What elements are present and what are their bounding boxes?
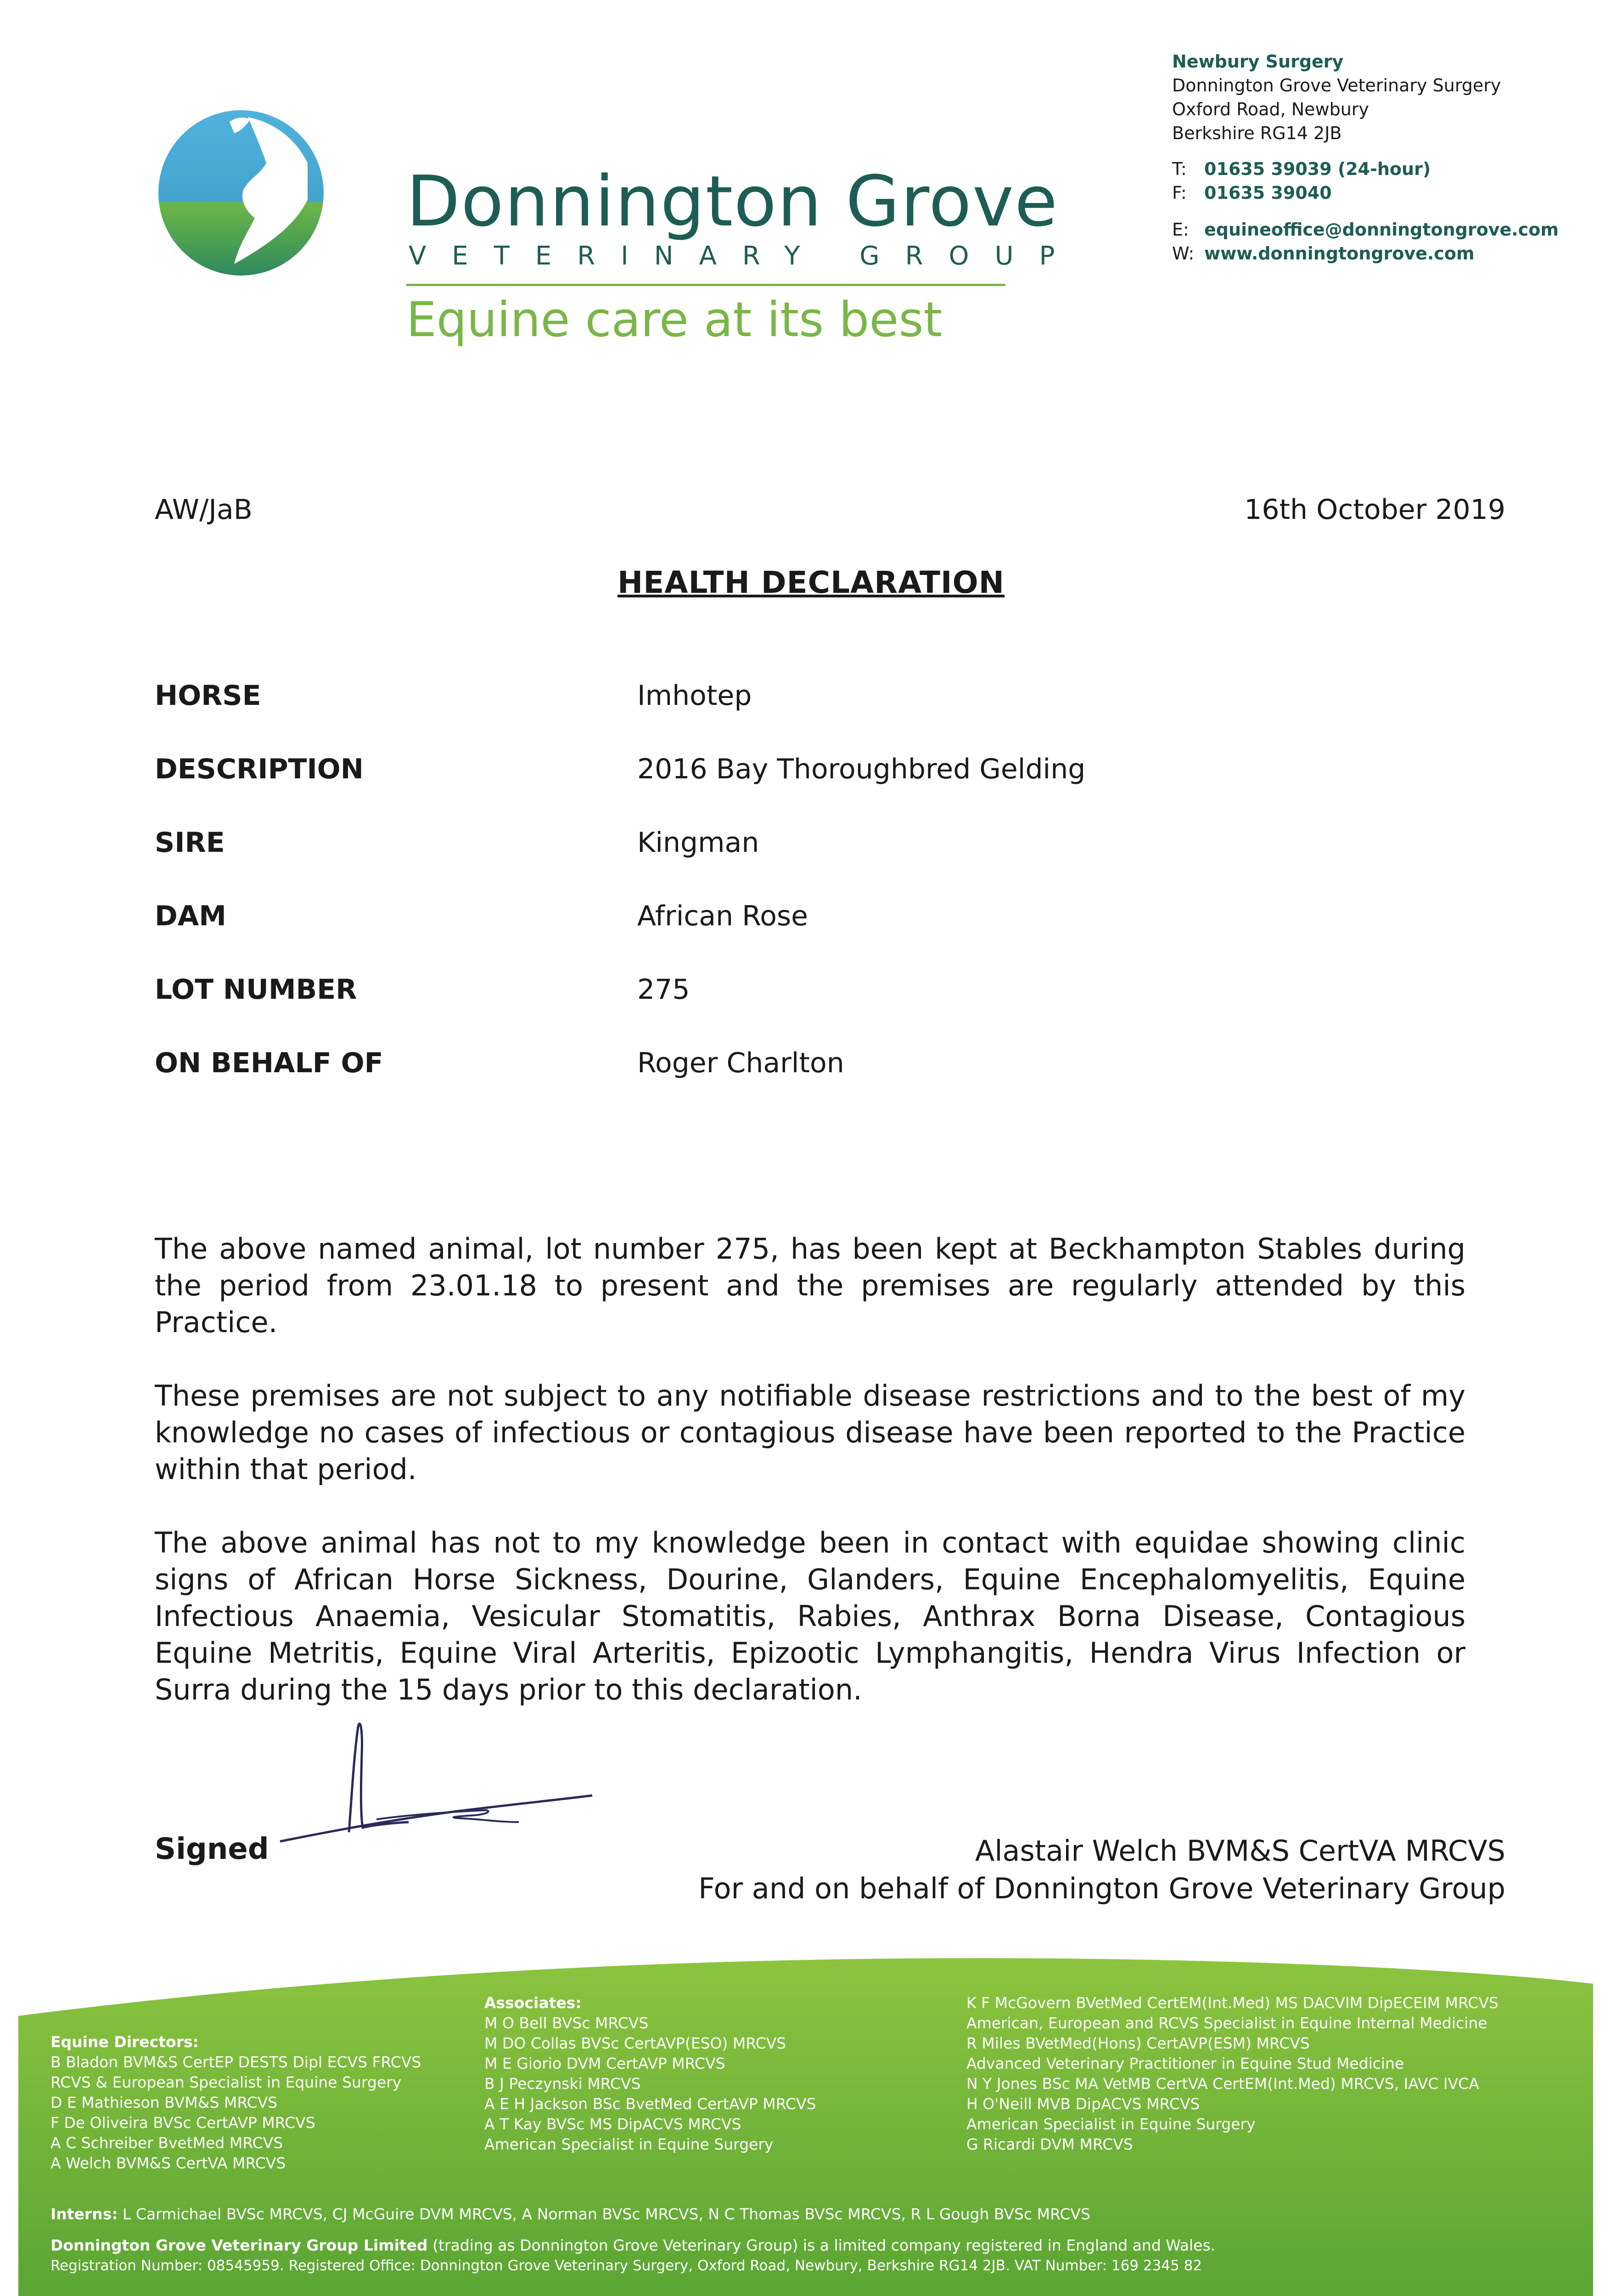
signatory-name: Alastair Welch BVM&S CertVA MRCVS: [975, 1834, 1505, 1868]
company-text: (trading as Donnington Grove Veterinary Group) is a limited company registered in England and Wales.: [432, 2236, 1216, 2254]
field-value-on-behalf-of: Roger Charlton: [637, 1047, 844, 1079]
footer-registration: Registration Number: 08545959. Registered Office: Donnington Grove Veterinary Surgery, Oxford Road, Newbury, Berkshire RG14 2JB. VAT Number: 169 2345 82: [51, 2257, 1202, 2274]
associate-entry: A E H Jackson BSc BvetMed CertAVP MRCVS: [484, 2095, 816, 2113]
signed-label: Signed: [155, 1832, 269, 1866]
vet-entry: American Specialist in Equine Surgery: [966, 2115, 1256, 2133]
footer-other-vets: [966, 1993, 1499, 2155]
director-entry: A Welch BVM&S CertVA MRCVS: [51, 2154, 286, 2172]
website-link[interactable]: www.donningtongrove.com: [1204, 243, 1475, 264]
address-line: Donnington Grove Veterinary Surgery: [1172, 75, 1501, 96]
fax-label: F:: [1172, 183, 1187, 203]
handwritten-signature: [271, 1713, 601, 1851]
brand-subtitle: VETERINARY GROUP: [409, 241, 1081, 271]
address-line: Oxford Road, Newbury: [1172, 99, 1369, 119]
signatory: [698, 1832, 1505, 1908]
footer-associates: [484, 1993, 816, 2155]
associate-entry: American Specialist in Equine Surgery: [484, 2135, 774, 2153]
associate-entry: A T Kay BVSc MS DipACVS MRCVS: [484, 2115, 741, 2133]
footer-company: [51, 2235, 1215, 2256]
field-label-horse: HORSE: [155, 680, 261, 712]
associates-heading: Associates:: [484, 1994, 582, 2012]
associate-entry: M DO Collas BVSc CertAVP(ESO) MRCVS: [484, 2034, 786, 2052]
interns-label: Interns:: [51, 2205, 118, 2223]
brand-name: Donnington Grove: [406, 161, 1059, 242]
interns-list: L Carmichael BVSc MRCVS, CJ McGuire DVM MRCVS, A Norman BVSc MRCVS, N C Thomas BVSc MRCVS, R L Gough BVSc MRCVS: [123, 2205, 1090, 2223]
vet-entry: Advanced Veterinary Practitioner in Equine Stud Medicine: [966, 2054, 1404, 2072]
vet-entry: G Ricardi DVM MRCVS: [966, 2135, 1133, 2153]
director-entry: F De Oliveira BVSc CertAVP MRCVS: [51, 2114, 315, 2132]
field-value-description: 2016 Bay Thoroughbred Gelding: [637, 753, 1086, 785]
directors-heading: Equine Directors:: [51, 2033, 199, 2051]
surgery-name: Newbury Surgery: [1172, 51, 1344, 72]
field-label-sire: SIRE: [155, 827, 225, 859]
declaration-paragraph: The above animal has not to my knowledge been in contact with equidae showing clinic signs of African Horse Sickness, Dourine, Glanders, Equine Encephalomyelitis, Equine Infectious Anaemia, Vesicular Stomatitis, Rabies, Anthrax Borna Disease, Contagious Equine Metritis, Equine Viral Arteritis, Epizootic Lymphangitis, Hendra Virus Infection or Surra during the 15 days prior to this declaration.: [155, 1526, 1465, 1706]
field-label-dam: DAM: [155, 900, 226, 932]
signatory-role: For and on behalf of Donnington Grove Veterinary Group: [698, 1872, 1505, 1905]
document-title: HEALTH DECLARATION: [617, 565, 1005, 600]
website-label: W:: [1172, 243, 1195, 264]
brand-tagline: Equine care at its best: [406, 292, 943, 348]
brand-rule: [406, 284, 1005, 286]
director-entry: D E Mathieson BVM&S MRCVS: [51, 2093, 278, 2111]
phone-label: T:: [1172, 159, 1187, 179]
surgery-address: [1172, 50, 1501, 145]
field-value-sire: Kingman: [637, 827, 759, 859]
email-link[interactable]: equineoffice@donningtongrove.com: [1204, 219, 1559, 240]
director-entry: A C Schreiber BvetMed MRCVS: [51, 2134, 283, 2152]
associate-entry: M E Giorio DVM CertAVP MRCVS: [484, 2054, 725, 2072]
email-label: E:: [1172, 219, 1189, 240]
vet-entry: American, European and RCVS Specialist in Equine Internal Medicine: [966, 2014, 1487, 2032]
vet-entry: R Miles BVetMed(Hons) CertAVP(ESM) MRCVS: [966, 2034, 1310, 2052]
declaration-paragraph: The above named animal, lot number 275, has been kept at Beckhampton Stables during the period from 23.01.18 to present and the premises are regularly attended by this Practice.: [155, 1232, 1465, 1339]
fax-value: 01635 39040: [1204, 183, 1332, 203]
phone-value[interactable]: 01635 39039 (24-hour): [1204, 159, 1431, 179]
field-value-horse: Imhotep: [637, 680, 752, 712]
phone-contacts: [1172, 157, 1431, 205]
director-entry: B Bladon BVM&S CertEP DESTS Dipl ECVS FRCVS: [51, 2053, 421, 2071]
field-value-lot-number: 275: [637, 974, 690, 1006]
donnington-grove-logo: [156, 108, 326, 278]
vet-entry: H O'Neill MVB DipACVS MRCVS: [966, 2095, 1200, 2113]
field-label-on-behalf-of: ON BEHALF OF: [155, 1047, 383, 1079]
field-label-lot-number: LOT NUMBER: [155, 974, 357, 1006]
footer-directors: [51, 2032, 421, 2173]
address-line: Berkshire RG14 2JB: [1172, 123, 1342, 143]
vet-entry: K F McGovern BVetMed CertEM(Int.Med) MS DACVIM DipECEIM MRCVS: [966, 1994, 1499, 2012]
field-value-dam: African Rose: [637, 900, 808, 932]
company-name: Donnington Grove Veterinary Group Limited: [51, 2236, 428, 2254]
associate-entry: M O Bell BVSc MRCVS: [484, 2014, 649, 2032]
web-contacts: [1172, 218, 1559, 265]
associate-entry: B J Peczynski MRCVS: [484, 2075, 641, 2093]
declaration-paragraph: These premises are not subject to any notifiable disease restrictions and to the best of my knowledge no cases of infectious or contagious disease have been reported to the Practice within that period.: [155, 1379, 1465, 1486]
field-label-description: DESCRIPTION: [155, 753, 364, 785]
footer-interns: [51, 2204, 1090, 2224]
director-entry: RCVS & European Specialist in Equine Surgery: [51, 2073, 402, 2091]
vet-entry: N Y Jones BSc MA VetMB CertVA CertEM(Int.Med) MRCVS, IAVC IVCA: [966, 2075, 1479, 2093]
letter-reference: AW/JaB: [155, 494, 253, 526]
letter-date: 16th October 2019: [1244, 494, 1505, 526]
